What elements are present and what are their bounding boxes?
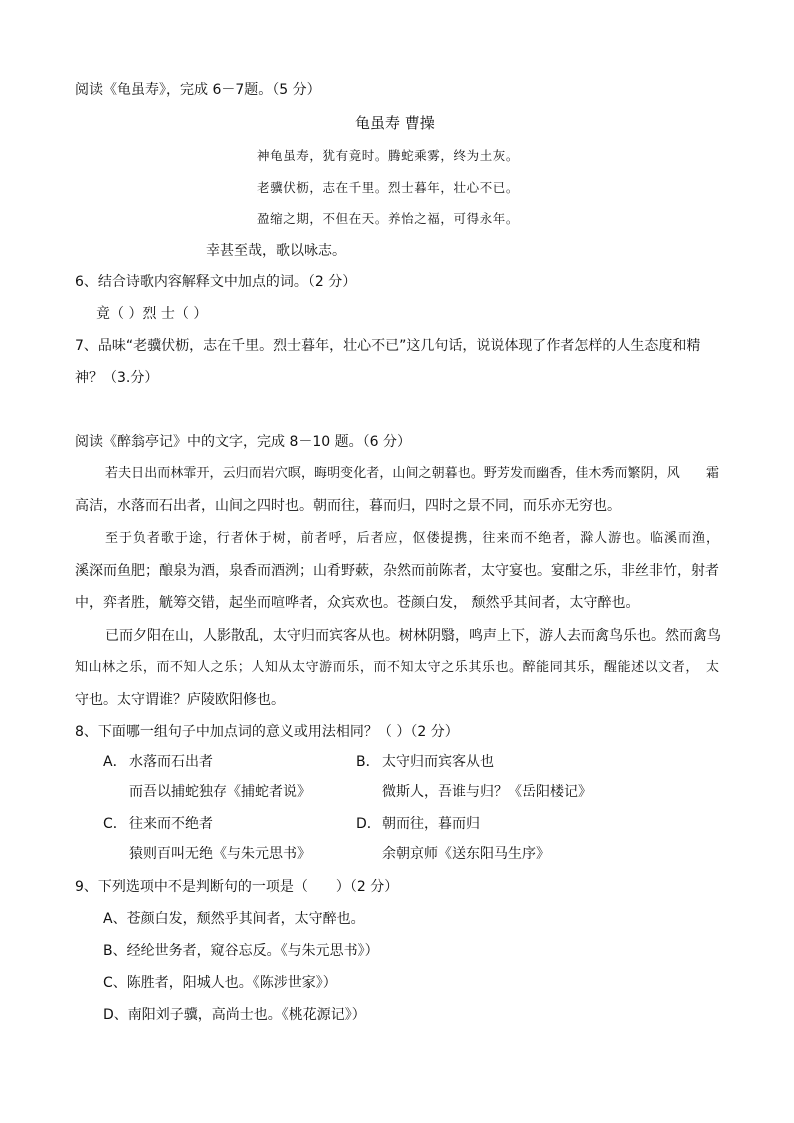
passage-line: 守也。太守谓谁？庐陵欧阳修也。 (75, 692, 285, 708)
q8-option-d-compare: 余朝京师《送东阳马生序》 (382, 846, 550, 862)
q9-option-d[interactable]: D、南阳刘子骥，高尚士也。《桃花源记》） (103, 1007, 366, 1023)
passage-line: 至于负者歌于途，行者休于树，前者呼，后者应，伛偻提携，往来而不绝者，滁人游也。临溪而渔， (105, 531, 719, 546)
option-letter: A． (103, 754, 127, 770)
option-letter: D． (356, 816, 381, 832)
passage-line: 知山林之乐，而不知人之乐；人知从太守游而乐，而不知太守之乐其乐也。醉能同其乐，醒能述以文者， 太 (75, 660, 719, 675)
question-8-stem: 8、下面哪一组句子中加点词的意义或用法相同？（ ）（2 分） (75, 724, 459, 740)
poem-title: 龟虽寿 曹操 (355, 114, 435, 132)
passage-line: 中，弈者胜，觥筹交错，起坐而喧哗者，众宾欢也。苍颜白发， 颓然乎其间者，太守醉也。 (75, 595, 640, 611)
question-9-stem: 9、下列选项中不是判断句的一项是（ ）（2 分） (75, 879, 399, 895)
section1-header: 阅读《龟虽寿》，完成 6－7题。（5 分） (75, 82, 321, 98)
option-sentence: 往来而不绝者 (129, 816, 213, 832)
q8-option-a-compare: 而吾以捕蛇独存《捕蛇者说》 (129, 784, 311, 800)
option-sentence: 水落而石出者 (129, 754, 213, 770)
poem-line: 盈缩之期，不但在天。养怡之福，可得永年。 (257, 211, 520, 226)
passage-line: 高洁，水落而石出者，山间之四时也。朝而往，暮而归，四时之景不同，而乐亦无穷也。 (75, 498, 621, 514)
question-7-line: 7、品味“老骥伏枥，志在千里。烈士暮年，壮心不已”这几句话，说说体现了作者怎样的人生态度和精 (75, 338, 701, 354)
option-letter: C． (103, 816, 127, 832)
option-letter: B． (356, 754, 380, 770)
q9-option-b[interactable]: B、经纶世务者，窥谷忘反。《与朱元思书》） (103, 943, 379, 959)
q8-option-d[interactable] (356, 814, 480, 834)
q8-option-c-compare: 猿则百叫无绝《与朱元思书》 (129, 846, 311, 862)
poem-line: 幸甚至哉，歌以咏志。 (206, 243, 346, 259)
option-sentence: 朝而往，暮而归 (382, 816, 480, 832)
poem-line: 神龟虽寿，犹有竟时。腾蛇乘雾，终为土灰。 (257, 148, 520, 163)
q8-option-c[interactable] (103, 814, 213, 834)
passage-line: 若夫日出而林霏开，云归而岩穴暝，晦明变化者，山间之朝暮也。野芳发而幽香，佳木秀而繁阴，风 霜 (105, 466, 719, 481)
q8-option-b-compare: 微斯人，吾谁与归？《岳阳楼记》 (382, 784, 592, 800)
passage-line: 溪深而鱼肥；酿泉为酒，泉香而酒洌；山肴野蔌，杂然而前陈者，太守宴也。宴酣之乐，非丝非竹，射者 (75, 563, 719, 579)
question-6-blanks: 竟（ ）烈 士（ ） (96, 306, 208, 322)
q8-option-a[interactable] (103, 752, 213, 772)
section2-header: 阅读《醉翁亭记》中的文字，完成 8－10 题。（6 分） (75, 434, 411, 450)
q8-option-b[interactable] (356, 752, 494, 772)
question-7-line: 神？（3.分） (75, 370, 159, 386)
q9-option-a[interactable]: A、苍颜白发，颓然乎其间者，太守醉也。 (103, 911, 365, 927)
poem-line: 老骥伏枥，志在千里。烈士暮年，壮心不已。 (257, 180, 520, 195)
question-6-stem: 6、结合诗歌内容解释文中加点的词。（2 分） (75, 274, 357, 290)
option-sentence: 太守归而宾客从也 (382, 754, 494, 770)
q9-option-c[interactable]: C、陈胜者，阳城人也。《陈涉世家》） (103, 975, 337, 991)
passage-line: 已而夕阳在山，人影散乱，太守归而宾客从也。树林阴翳，鸣声上下，游人去而禽鸟乐也。然而禽鸟 (105, 628, 721, 644)
